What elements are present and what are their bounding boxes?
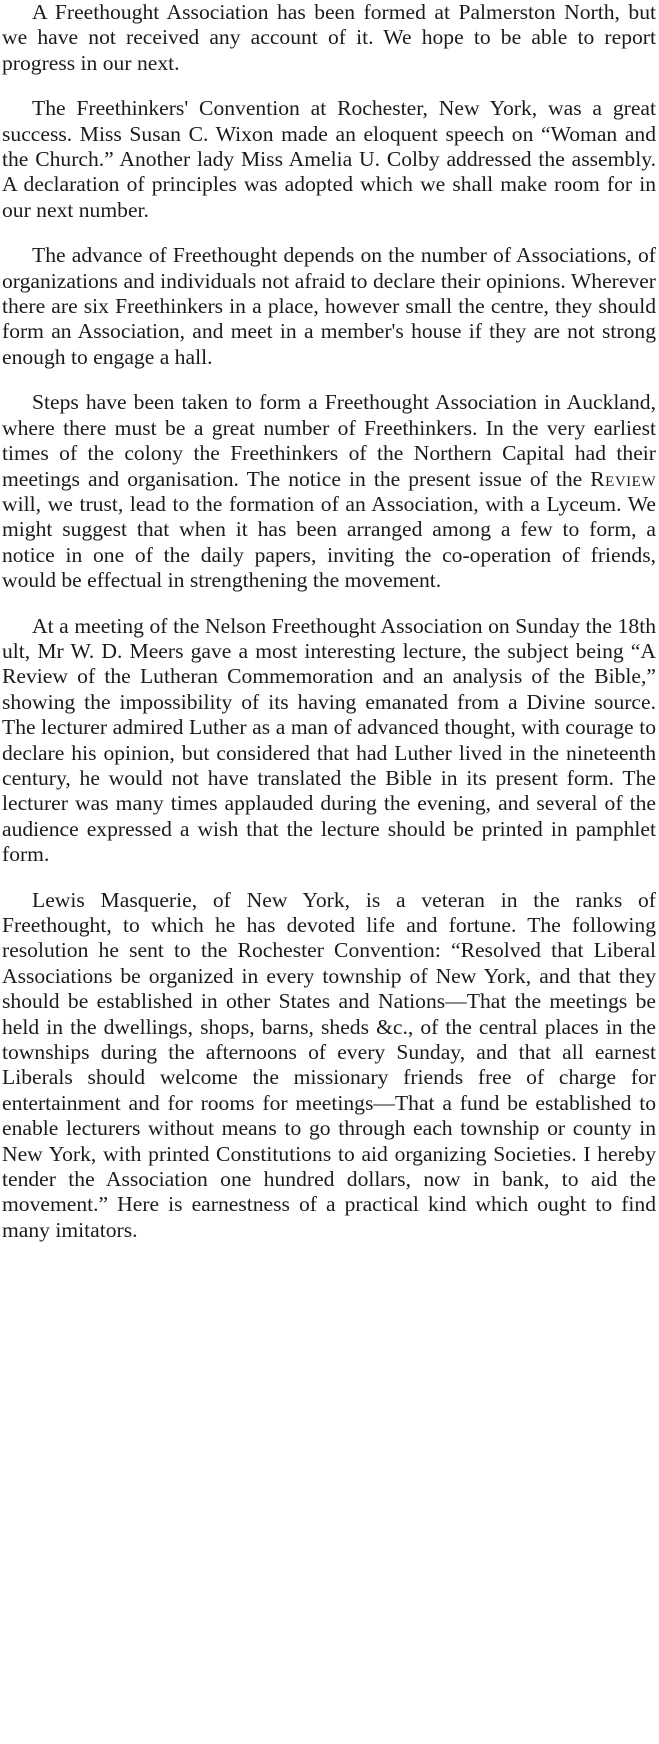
paragraph-lewis-masquerie: Lewis Masquerie, of New York, is a veteran in the ranks of Freethought, to which he has devoted life and fortune. The following resolution he sent to the Rochester Convention: “Resolved that Liberal Associations be organized in every township of New York, and that they should be established in other States and Nations—That the meetings be held in the dwellings, shops, barns, sheds &c., of the central places in the townships during the afternoons of every Sunday, and that all earnest Liberals should welcome the missionary friends free of charge for entertainment and for rooms for meetings—That a fund be established to enable lecturers without means to go through each township or county in New York, with printed Constitutions to aid organizing Societies. I hereby tender the Association one hundred dollars, now in bank, to aid the movement.” Here is earnestness of a practical kind which ought to find many imitators. — [2, 887, 656, 1242]
paragraph-advance-of-freethought: The advance of Freethought depends on the number of Associations, of organizations and individuals not afraid to declare their opinions. Wherever there are six Freethinkers in a place, however small the centre, they should form an Association, and meet in a member's house if they are not strong enough to engage a hall. — [2, 243, 656, 369]
paragraph-rochester-convention: The Freethinkers' Convention at Rochester, New York, was a great success. Miss Susan C. Wixon made an eloquent speech on “Woman and the Church.” Another lady Miss Amelia U. Colby addressed the assembly. A declaration of principles was adopted which we shall make room for in our next number. — [2, 96, 656, 222]
auckland-text-before: Steps have been taken to form a Freethought Association in Auckland, where there must be a great number of Freethinkers. In the very earliest times of the colony the Freethinkers of the Northern Capital had their meetings and organisation. The notice in the present issue of the — [2, 390, 656, 491]
paragraph-auckland-association — [2, 390, 656, 593]
paragraph-nelson-lecture: At a meeting of the Nelson Freethought Association on Sunday the 18th ult, Mr W. D. Meers gave a most interesting lecture, the subject being “A Review of the Lutheran Commemoration and an analysis of the Bible,” showing the impossibility of its having emanated from a Divine source. The lecturer admired Luther as a man of advanced thought, with courage to declare his opinion, but considered that had Luther lived in the nineteenth century, he would not have translated the Bible in its present form. The lecturer was many times applauded during the evening, and several of the audience expressed a wish that the lecture should be printed in pamphlet form. — [2, 613, 656, 867]
auckland-text-after: will, we trust, lead to the formation of an Association, with a Lyceum. We might suggest that when it has been arranged among a few to form, a notice in one of the daily papers, inviting the co-operation of friends, would be effectual in strengthening the movement. — [2, 491, 656, 593]
document-page — [2, 0, 656, 1243]
paragraph-palmerston-north: A Freethought Association has been formed at Palmerston North, but we have not received any account of it. We hope to be able to report progress in our next. — [2, 0, 656, 75]
review-smallcaps: Review — [590, 466, 656, 491]
